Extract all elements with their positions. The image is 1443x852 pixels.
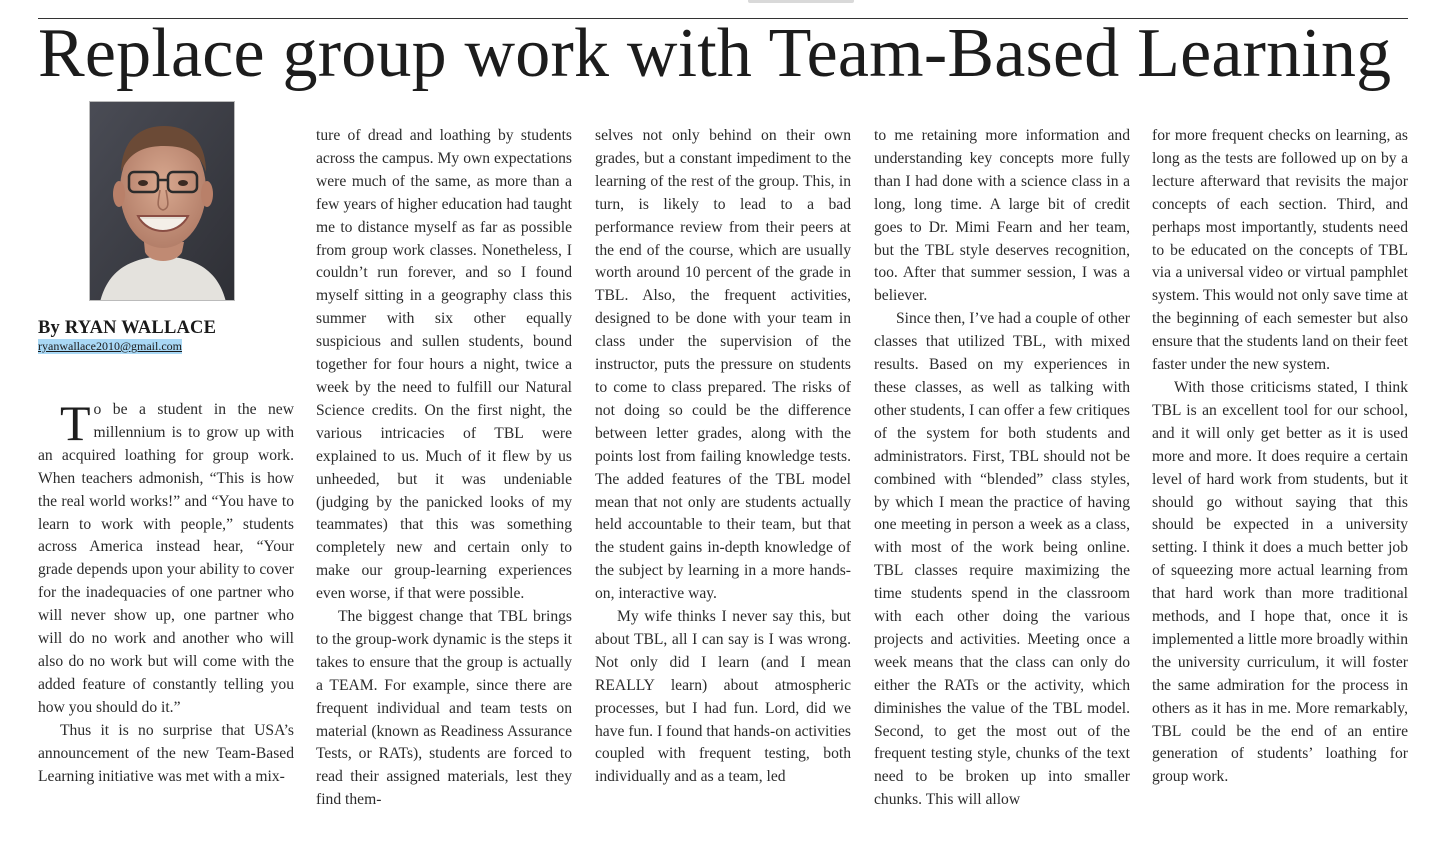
top-scroll-tab	[748, 0, 854, 3]
byline	[38, 316, 216, 340]
article-column-1	[38, 395, 294, 788]
article-column-5	[1152, 125, 1408, 789]
author-name: RYAN WALLACE	[64, 318, 217, 338]
paragraph: selves not only behind on their own grades, but a constant impediment to the learning of the rest of the group. This, in turn, is likely to lead to a bad performance review from their peers at the end of the course, which are usually worth around 10 percent of the grade in TBL. Also, the frequent activities, designed to be done with your team in class under the supervision of the instructor, puts the pressure on students to come to class prepared. The risks of not doing so could be the difference between letter grades, along with the points lost from failing knowledge tests. The added features of the TBL model mean that not only are students actually held accountable to their team, but that the student gains in-depth knowledge of the subject by learning in a more hands-on, interactive way.	[595, 127, 851, 603]
paragraph: The biggest change that TBL brings to the group-work dynamic is the steps it takes to ensure that the group is actually a TEAM. For example, since there are frequent individual and team tests on material (known as Readiness Assurance Tests, or RATs), students are forced to read their assigned materials, lest they find them-	[316, 608, 572, 809]
paragraph: for more frequent checks on learning, as long as the tests are followed up on by a lecture afterward that revisits the major concepts of each section. Third, and perhaps most importantly, students need to be educated on the concepts of TBL via a universal video or virtual pamphlet system. This would not only save time at the beginning of each semester but also ensure that the students land on their feet faster under the new system.	[1152, 127, 1408, 374]
author-portrait-image	[90, 102, 235, 301]
drop-cap: T	[60, 395, 91, 451]
byline-prefix: By	[38, 318, 60, 338]
article-column-4	[874, 125, 1130, 812]
author-photo	[89, 101, 235, 301]
article-column-3	[595, 125, 851, 789]
paragraph: Since then, I’ve had a couple of other classes that utilized TBL, with mixed results. Based on my experiences in these classes, as well as talking with other students, I can offer a few critiques of the system for both students and administrators. First, TBL should not be combined with “blended” class styles, by which I mean the practice of having one meeting in person a week as a class, with most of the work being online. TBL classes require maximizing the time students spend in the classroom with each other doing the various projects and activities. Meeting once a week means that the class can only do either the RATs or the activity, which diminishes the value of the TBL model. Second, to get the most out of the frequent testing style, chunks of the text need to be broken up into smaller chunks. This will allow	[874, 310, 1130, 809]
paragraph: With those criticisms stated, I think TBL is an excellent tool for our school, and it will only get better as it is used more and more. It does require a certain level of hard work from students, but it should go without saying that this should be expected in a university setting. I think it does a much better job of squeezing more actual learning from that hard work than more traditional methods, and I hope that, once it is implemented a little more broadly within the university curriculum, it will foster the same admiration for the process in others as it has in me. More remarkably, TBL could be the end of an entire generation of students’ loathing for group work.	[1152, 378, 1408, 786]
paragraph: ture of dread and loathing by students across the campus. My own expectations were much of the same, as more than a few years of higher education had taught me to distance myself as far as possible from group work classes. Nonetheless, I couldn’t run forever, and so I found myself sitting in a geography class this summer with six other equally suspicious and sullen students, bound together for four hours a night, twice a week by the need to fulfill our Natural Science credits. On the first night, the various intricacies of TBL were explained to us. Much of it flew by us unheeded, but it was undeniable (judging by the panicked looks of my teammates) that this was something completely new and certain only to make our group-learning experiences even worse, if that were possible.	[316, 127, 572, 603]
paragraph: to me retaining more information and understanding key concepts more fully than I had done with a science class in a long, long time. A large bit of credit goes to Dr. Mimi Fearn and her team, but the TBL style deserves recognition, too. After that summer session, I was a believer.	[874, 127, 1130, 305]
paragraph	[38, 395, 294, 720]
paragraph-text: o be a student in the new millennium is to grow up with an acquired loathing for group work. When teachers admonish, “This is how the real world works!” and “You have to learn to work with people,” students across America instead hear, “Your grade depends upon your ability to cover for the inadequacies of one partner who will never show up, one partner who will do no work and another who will also do no work but will come with the added feature of constantly telling you how you should do it.”	[38, 401, 294, 716]
headline: Replace group work with Team-Based Learning	[38, 15, 1392, 92]
article-column-2	[316, 125, 572, 812]
author-email-link[interactable]: ryanwallace2010@gmail.com	[38, 339, 182, 353]
paragraph: My wife thinks I never say this, but about TBL, all I can say is I was wrong. Not only did I learn (and I mean REALLY learn) about atmospheric processes, but I had fun. Lord, did we have fun. I found that hands-on activities coupled with frequent testing, both individually and as a team, led	[595, 608, 851, 786]
paragraph: Thus it is no surprise that USA’s announcement of the new Team-Based Learning initiative was met with a mix-	[38, 721, 294, 785]
